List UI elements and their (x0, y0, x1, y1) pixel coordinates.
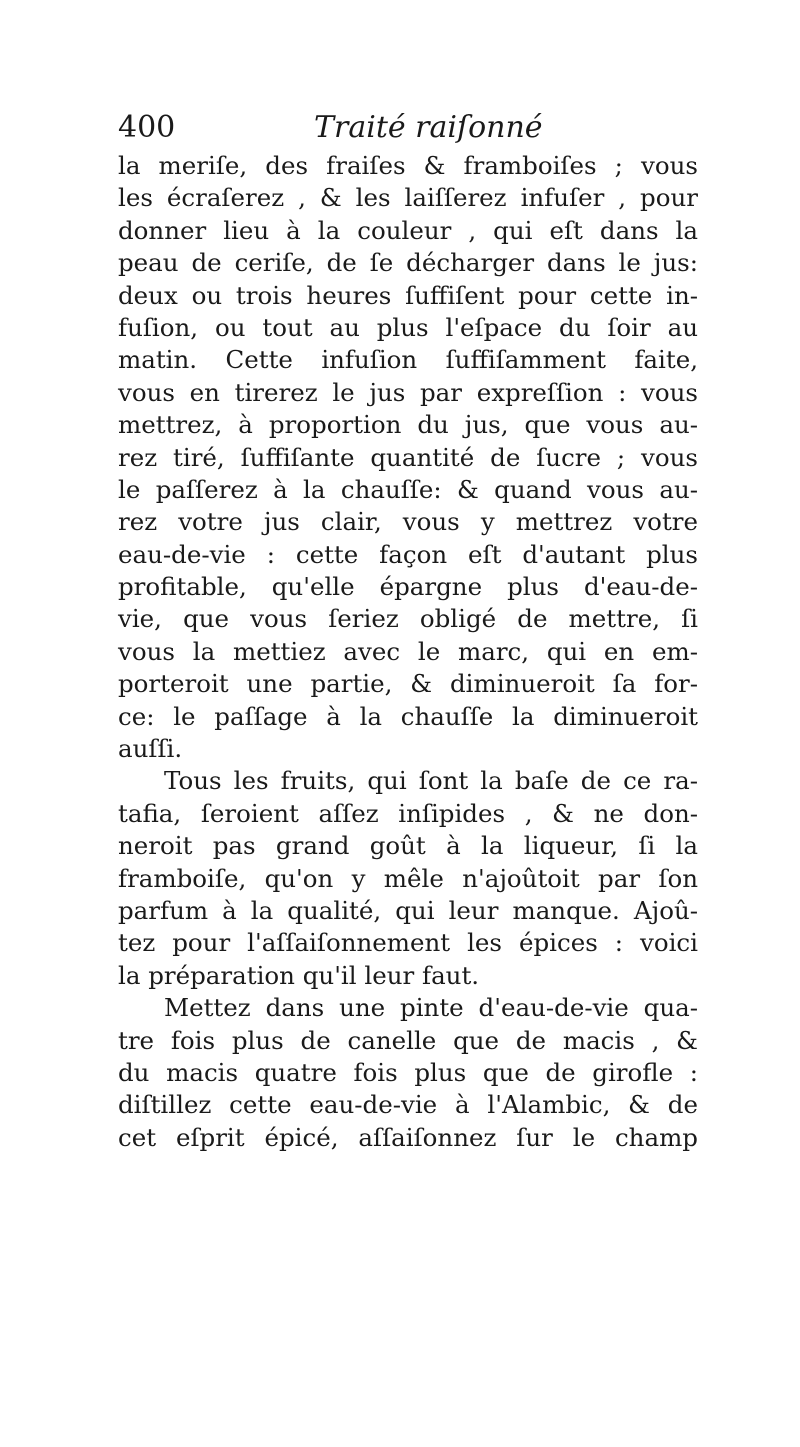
text-line: auſſi. (118, 734, 183, 764)
text-line: tafia, ſeroient aſſez inſipides , & ne don- (118, 798, 698, 828)
paragraph-start-line: Tous les fruits, qui ſont la baſe de ce ra- (164, 766, 698, 796)
text-line: tre fois plus de canelle que de macis , & (118, 1025, 698, 1055)
text-line: donner lieu à la couleur , qui eſt dans la (118, 215, 698, 245)
text-line: vous la mettiez avec le marc, qui en em- (118, 636, 698, 666)
text-line: les écraſerez , & les laiſſerez infuſer , pour (118, 183, 698, 213)
text-line: porteroit une partie, & diminueroit ſa for- (118, 669, 698, 699)
text-line: neroit pas grand goût à la liqueur, ſi la (118, 831, 698, 861)
text-line: le paſſerez à la chauſſe: & quand vous au- (118, 474, 698, 504)
text-line: mettrez, à proportion du jus, que vous au- (118, 410, 698, 440)
text-line: ce: le paſſage à la chauſſe la diminueroit (118, 701, 698, 731)
text-line: du macis quatre fois plus que de girofle : (118, 1057, 698, 1087)
text-line: vie, que vous ſeriez obligé de mettre, ſi (118, 604, 698, 634)
text-line: matin. Cette infuſion ſuffiſamment faite, (118, 345, 698, 375)
text-line: cet eſprit épicé, aſſaiſonnez ſur le champ (118, 1122, 698, 1152)
text-line: vous en tirerez le jus par expreſſion : vous (118, 377, 698, 407)
text-line: rez votre jus clair, vous y mettrez votre (118, 507, 698, 537)
text-line: la meriſe, des fraiſes & framboiſes ; vous (118, 151, 698, 180)
body-text (118, 150, 698, 1154)
page-number: 400 (118, 110, 176, 145)
text-line: diſtillez cette eau-de-vie à l'Alambic, & de (118, 1090, 698, 1120)
text-line: tez pour l'aſſaiſonnement les épices : voici (118, 928, 698, 958)
text-line: rez tiré, ſuffiſante quantité de ſucre ; vous (118, 442, 698, 472)
text-line: deux ou trois heures ſuffiſent pour cette in- (118, 280, 698, 310)
running-title: Traité raiſonné (314, 110, 543, 145)
text-line: la préparation qu'il leur faut. (118, 960, 480, 990)
paragraph-start-line: Mettez dans une pinte d'eau-de-vie qua- (164, 993, 698, 1023)
text-line: eau-de-vie : cette façon eſt d'autant plus (118, 539, 698, 569)
text-line: peau de ceriſe, de ſe décharger dans le jus: (118, 248, 698, 278)
text-line: parfum à la qualité, qui leur manque. Ajoû- (118, 895, 698, 925)
text-line: profitable, qu'elle épargne plus d'eau-de- (118, 572, 698, 602)
page-header (118, 108, 698, 148)
text-line: framboiſe, qu'on y mêle n'ajoûtoit par ſon (118, 863, 698, 893)
text-line: fuſion, ou tout au plus l'eſpace du ſoir au (118, 312, 698, 342)
